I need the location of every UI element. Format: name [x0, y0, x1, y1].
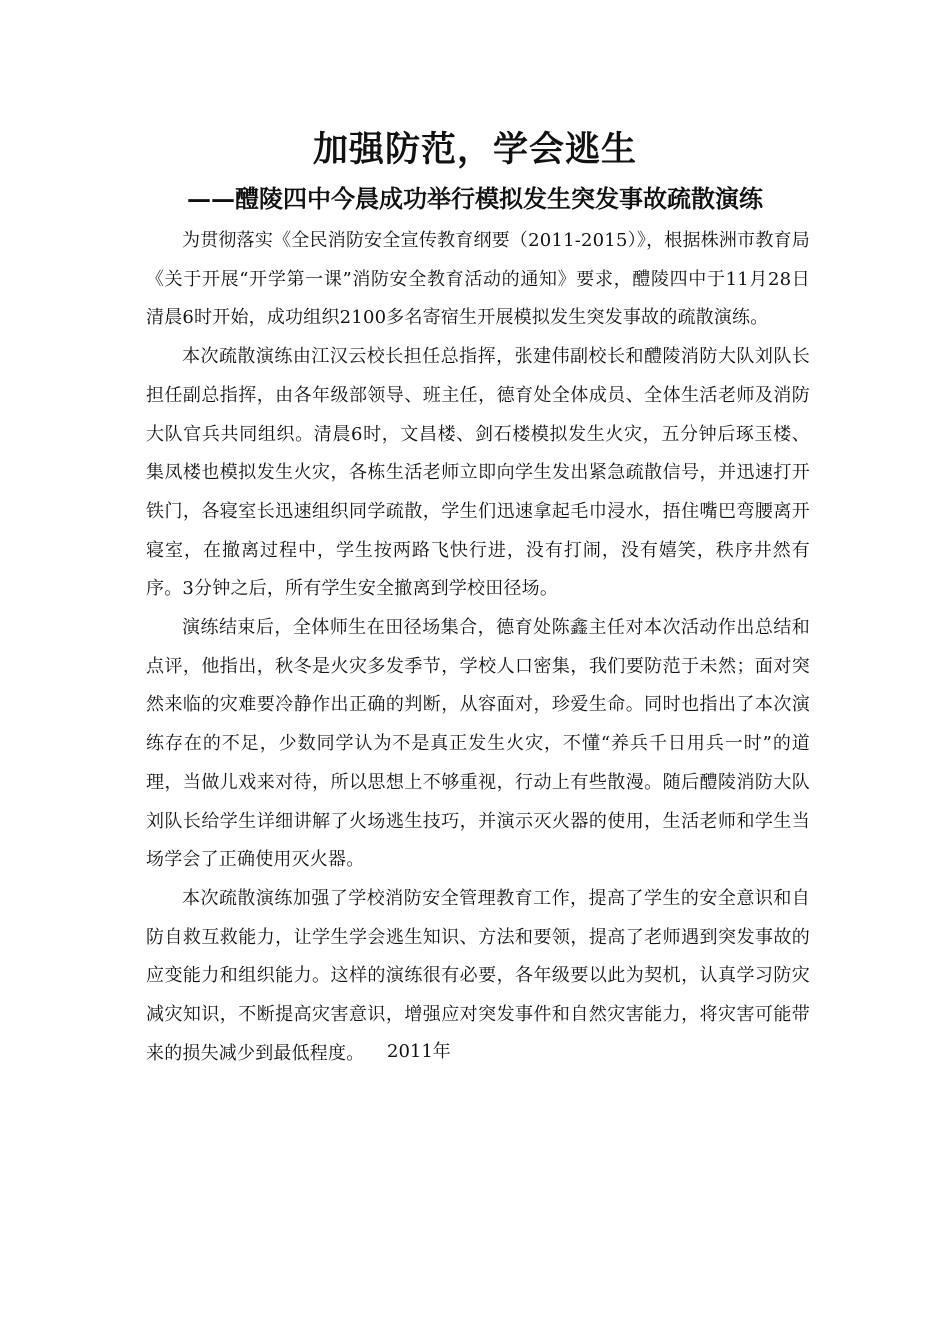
paragraph-3: 演练结束后，全体师生在田径场集合，德育处陈鑫主任对本次活动作出总结和点评，他指出，秋冬是火灾多发季节，学校人口密集，我们要防范于未然；面对突然来临的灾难要冷静作出正确的判断，从容面对，珍爱生命。同时也指出了本次演练存在的不足，少数同学认为不是真正发生火灾，不懂“养兵千日用兵一时”的道理，当做儿戏来对待，所以思想上不够重视，行动上有些散漫。随后醴陵消防大队刘队长给学生详细讲解了火场逃生技巧，并演示灭火器的使用，生活老师和学生当场学会了正确使用灭火器。 — [146, 617, 810, 871]
paragraph-2: 本次疏散演练由江汉云校长担任总指挥，张建伟副校长和醴陵消防大队刘队长担任副总指挥，由各年级部领导、班主任，德育处全体成员、全体生活老师及消防大队官兵共同组织。清晨6时，文昌楼、剑石楼模拟发生火灾，五分钟后琢玉楼、集凤楼也模拟发生火灾，各栋生活老师立即向学生发出紧急疏散信号，并迅速打开铁门，各寝室长迅速组织同学疏散，学生们迅速拿起毛巾浸水，捂住嘴巴弯腰离开寝室，在撤离过程中，学生按两路飞快行进，没有打闹，没有嬉笑，秩序井然有序。3分钟之后，所有学生安全撤离到学校田径场。 — [146, 346, 810, 600]
paragraph-4: 本次疏散演练加强了学校消防安全管理教育工作，提高了学生的安全意识和自防自救互救能力，让学生学会逃生知识、方法和要领，提高了老师遇到突发事故的应变能力和组织能力。这样的演练很有必要，各年级要以此为契机，认真学习防灾减灾知识，不断提高灾害意识，增强应对突发事件和自然灾害能力，将灾害可能带来的损失减少到最低程度。 — [146, 887, 810, 1064]
document-date: 2011年 — [387, 1041, 451, 1062]
paragraph-1: 为贯彻落实《全民消防安全宣传教育纲要（2011-2015）》，根据株洲市教育局《关于开展“开学第一课”消防安全教育活动的通知》要求，醴陵四中于11月28日清晨6时开始，成功组织2100多名寄宿生开展模拟发生突发事故的疏散演练。 — [146, 230, 810, 329]
document-subtitle: ——醴陵四中今晨成功举行模拟发生突发事故疏散演练 — [187, 184, 763, 213]
document-body — [146, 222, 810, 1073]
document-title: 加强防范，学会逃生 — [312, 129, 637, 170]
